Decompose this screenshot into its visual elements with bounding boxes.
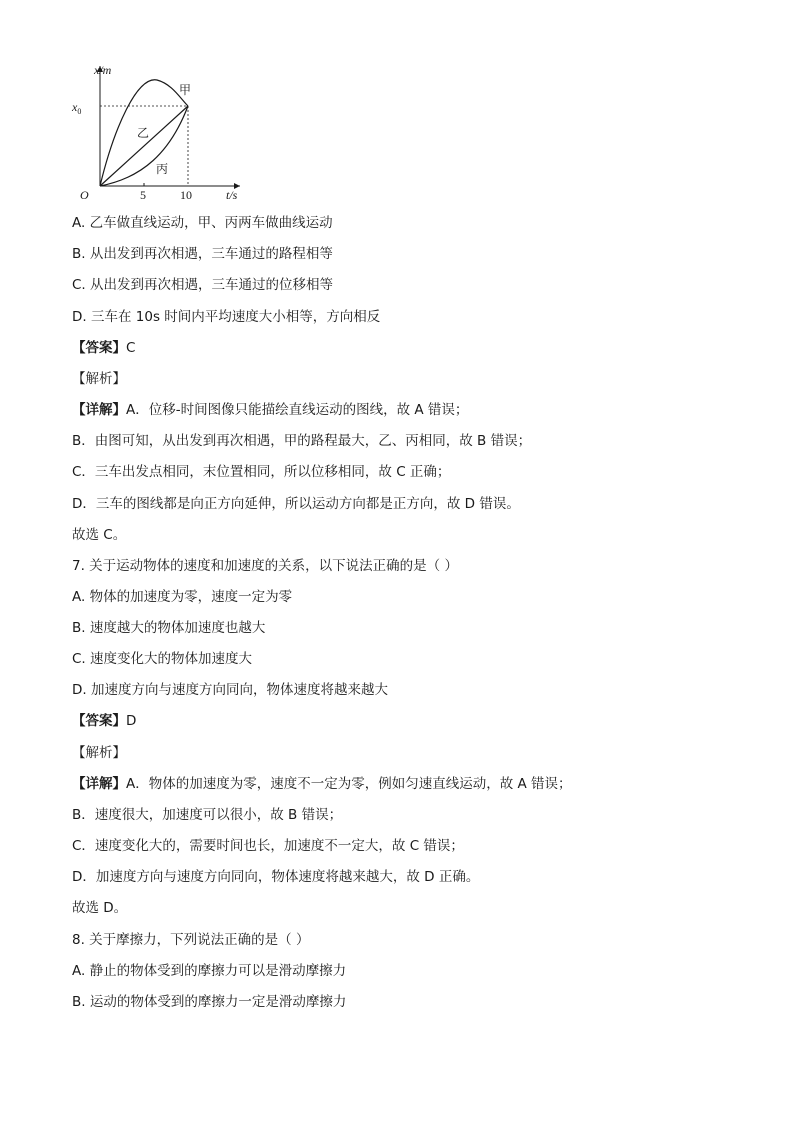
x0-label — [71, 100, 81, 116]
q7-detail-a — [72, 775, 572, 793]
tick-5-label: 5 — [140, 188, 146, 202]
q7-detail-d: D．加速度方向与速度方向同向，物体速度将越来越大，故 D 正确。 — [72, 869, 480, 885]
q7-detail-b: B．速度很大，加速度可以很小，故 B 错误； — [72, 807, 343, 823]
q6-option-c: C. 从出发到再次相遇，三车通过的位移相等 — [72, 277, 334, 293]
q7-detail-c: C．速度变化大的，需要时间也长，加速度不一定大，故 C 错误； — [72, 838, 464, 854]
q7-conclusion: 故选 D。 — [72, 900, 128, 916]
detail-text: A．位移-时间图像只能描绘直线运动的图线，故 A 错误； — [126, 402, 469, 418]
q6-analysis-tag: 【解析】 — [72, 371, 126, 387]
x0-subscript: 0 — [77, 107, 82, 116]
q6-option-d: D. 三车在 10s 时间内平均速度大小相等，方向相反 — [72, 309, 381, 325]
curve-yi-label: 乙 — [137, 126, 150, 140]
xt-graph — [62, 58, 262, 208]
detail-tag: 【详解】 — [72, 776, 126, 792]
q6-option-b: B. 从出发到再次相遇，三车通过的路程相等 — [72, 246, 333, 262]
detail-tag: 【详解】 — [72, 402, 126, 418]
q7-option-b: B. 速度越大的物体加速度也越大 — [72, 620, 266, 636]
tick-10-label: 10 — [180, 188, 192, 202]
q6-conclusion: 故选 C。 — [72, 527, 127, 543]
q8-option-a: A. 静止的物体受到的摩擦力可以是滑动摩擦力 — [72, 963, 347, 979]
q8-option-b: B. 运动的物体受到的摩擦力一定是滑动摩擦力 — [72, 994, 347, 1010]
q7-option-d: D. 加速度方向与速度方向同向，物体速度将越来越大 — [72, 682, 388, 698]
q7-option-a: A. 物体的加速度为零，速度一定为零 — [72, 589, 293, 605]
q7-stem: 7. 关于运动物体的速度和加速度的关系，以下说法正确的是（ ） — [72, 558, 458, 574]
q7-analysis-tag: 【解析】 — [72, 745, 126, 761]
curve-bing-label: 丙 — [156, 162, 169, 176]
q8-stem: 8. 关于摩擦力，下列说法正确的是（ ） — [72, 932, 310, 948]
q6-option-a: A. 乙车做直线运动，甲、丙两车做曲线运动 — [72, 215, 333, 231]
q6-detail-a — [72, 401, 468, 419]
q6-detail-d: D．三车的图线都是向正方向延伸，所以运动方向都是正方向，故 D 错误。 — [72, 496, 520, 512]
answer-tag: 【答案】 — [72, 340, 126, 356]
q7-option-c: C. 速度变化大的物体加速度大 — [72, 651, 253, 667]
origin-label: O — [80, 188, 89, 202]
curve-jia-label: 甲 — [179, 83, 192, 97]
answer-tag: 【答案】 — [72, 713, 126, 729]
q7-answer — [72, 712, 136, 730]
y-axis-label: x/m — [94, 63, 112, 77]
q6-answer — [72, 339, 135, 357]
q6-detail-c: C．三车出发点相同，末位置相同，所以位移相同，故 C 正确； — [72, 464, 451, 480]
q6-detail-b: B．由图可知，从出发到再次相遇，甲的路程最大，乙、丙相同，故 B 错误； — [72, 433, 532, 449]
x0-main: x — [72, 100, 78, 114]
detail-text: A．物体的加速度为零，速度不一定为零，例如匀速直线运动，故 A 错误； — [126, 776, 572, 792]
curve-yi — [100, 106, 188, 186]
x-axis-label: t/s — [226, 188, 238, 202]
answer-value: D — [126, 713, 137, 729]
answer-value: C — [126, 340, 136, 356]
